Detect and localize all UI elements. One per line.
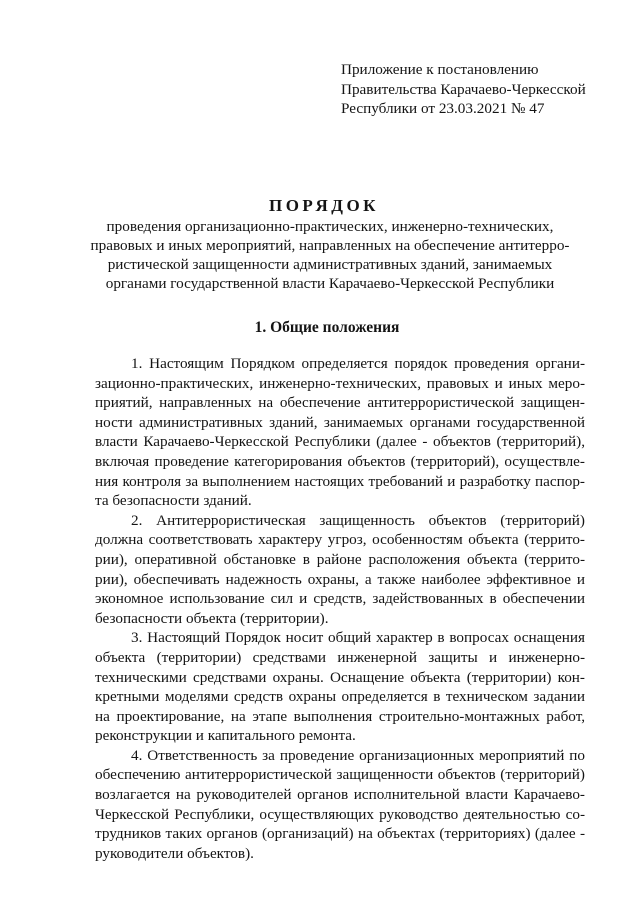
subtitle-line: правовых и иных мероприятий, направленных на обеспечение антитерро- — [90, 237, 570, 254]
appendix-line: Правительства Карачаево-Черкесской — [341, 80, 586, 98]
paragraph-line: включая проведение категорирования объектов (территорий), осуществле- — [95, 452, 585, 470]
paragraph-1 — [95, 354, 585, 511]
document-body — [95, 354, 585, 863]
section-heading: 1. Общие положения — [254, 319, 400, 336]
paragraph-line: экономное использование сил и средств, задействованных в обеспечении — [95, 590, 585, 608]
subtitle-line: ристической защищенности административных зданий, занимаемых — [107, 256, 553, 273]
paragraph-line: возлагается на руководителей органов исполнительной власти Карачаево- — [95, 786, 585, 804]
subtitle-line: проведения организационно-практических, инженерно-технических, — [106, 218, 554, 235]
paragraph-line: та безопасности зданий. — [95, 492, 252, 510]
paragraph-line: ности административных зданий, занимаемых органами государственной — [95, 413, 585, 431]
subtitle-line: органами государственной власти Карачаево-Черкесской Республики — [105, 275, 555, 292]
paragraph-line: рии), оперативной обстановке в районе расположения объекта (террито- — [95, 550, 585, 568]
paragraph-2 — [95, 511, 585, 629]
paragraph-line: зационно-практических, инженерно-технических, правовых и иных меро- — [95, 374, 585, 392]
paragraph-line: реконструкции и капитального ремонта. — [95, 727, 356, 745]
paragraph-line: 3. Настоящий Порядок носит общий характер в вопросах оснащения — [131, 629, 585, 647]
paragraph-line: рии), обеспечивать надежность охраны, а также наиболее эффективное и — [95, 570, 585, 588]
paragraph-line: на проектирование, на этапе выполнения строительно-монтажных работ, — [95, 707, 585, 725]
appendix-note — [341, 60, 611, 119]
paragraph-4 — [95, 746, 585, 864]
paragraph-line: техническими средствами охраны. Оснащение объекта (территории) кон- — [95, 668, 585, 686]
paragraph-line: руководители объектов). — [95, 844, 254, 862]
paragraph-3 — [95, 628, 585, 746]
paragraph-line: ния контроля за выполнением настоящих требований и разработку паспор- — [95, 472, 585, 490]
paragraph-line: трудников таких органов (организаций) на объектах (территориях) (далее - — [95, 825, 585, 843]
paragraph-line: 2. Антитеррористическая защищенность объектов (территорий) — [131, 511, 585, 529]
paragraph-line: безопасности объекта (территории). — [95, 609, 329, 627]
document-subtitle — [90, 217, 570, 293]
appendix-line: Республики от 23.03.2021 № 47 — [341, 100, 545, 117]
paragraph-line: власти Карачаево-Черкесской Республики (далее - объектов (территорий), — [95, 433, 585, 451]
paragraph-line: 1. Настоящим Порядком определяется порядок проведения органи- — [131, 355, 585, 372]
paragraph-line: 4. Ответственность за проведение организационных мероприятий по — [131, 746, 585, 764]
paragraph-line: приятий, направленных на обеспечение антитеррористической защищен- — [95, 394, 585, 412]
document-title: ПОРЯДОК — [268, 196, 379, 215]
paragraph-line: должна соответствовать характеру угроз, особенностям объекта (террито- — [95, 531, 585, 549]
paragraph-line: обеспечению антитеррористической защищенности объектов (территорий) — [95, 766, 585, 784]
paragraph-line: Черкесской Республики, осуществляющих руководство деятельностью со- — [95, 805, 585, 823]
paragraph-line: кретными моделями средств охраны определяется в техническом задании — [95, 688, 585, 706]
appendix-line: Приложение к постановлению — [341, 61, 539, 78]
paragraph-line: объекта (территории) средствами инженерной защиты и инженерно- — [95, 648, 585, 666]
